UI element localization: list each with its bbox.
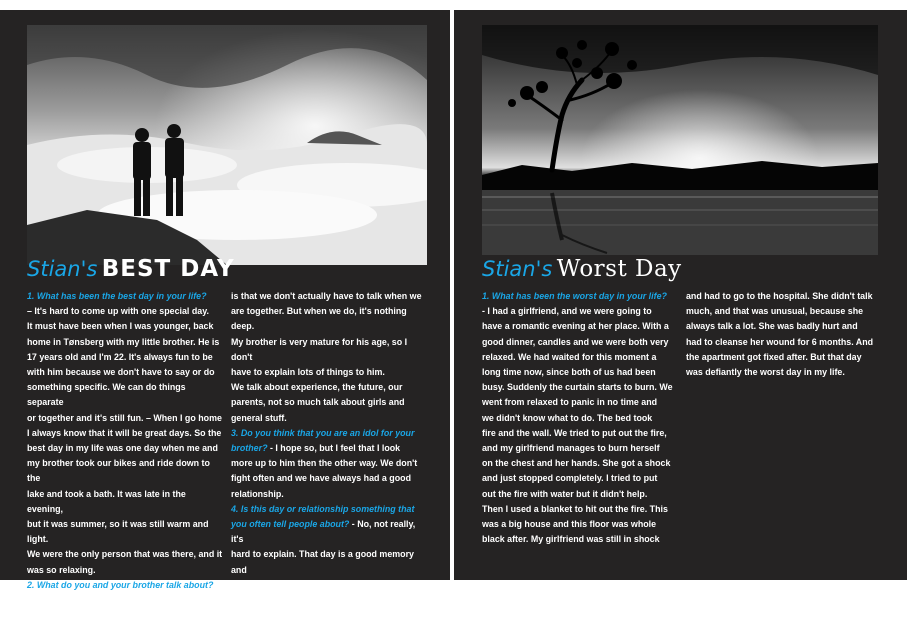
best-day-title	[27, 256, 235, 282]
worst-day-page	[454, 10, 907, 580]
answer-line: was a big house and this floor was whole	[482, 519, 657, 530]
question-3-line-2	[231, 441, 427, 456]
answer-line: good dinner, candles and we were both very	[482, 336, 669, 347]
answer-line: was defiantly the worst day in my life.	[686, 367, 845, 378]
best-day-column-1	[27, 289, 223, 623]
answer-line: parents, not so much talk about girls and	[231, 397, 405, 408]
answer-line: My brother is very mature for his age, so I don't	[231, 336, 408, 362]
answer-line: have a romantic evening at her place. With a	[482, 321, 669, 332]
answer-line: home in Tønsberg with my little brother. He is	[27, 336, 220, 347]
answer-line: general stuff.	[231, 412, 287, 423]
answer-line: - We talk about many things, but the good thing	[27, 595, 204, 621]
question-1: 1. What has been the worst day in your life?	[482, 291, 667, 301]
answer-line: – It's hard to come up with one special day.	[27, 306, 209, 317]
worst-day-column-1	[482, 289, 678, 547]
answer-line: much, and that was unusual, because she	[686, 306, 864, 317]
question-4-end: you often tell people about?	[231, 519, 350, 530]
best-day-title-name: Stian's	[27, 257, 98, 281]
question-2: 2. What do you and your brother talk about?	[27, 579, 214, 590]
answer-line: 17 years old and I'm 22. It's always fun to be	[27, 351, 213, 362]
worst-day-column-2	[686, 289, 882, 380]
answer-line: I always know that it will be great days. So the	[27, 427, 222, 438]
answer-line: and my girlfriend manages to burn herself	[482, 443, 660, 454]
answer-line: are together. But when we do, it's nothing deep.	[231, 306, 407, 332]
answer-line: had to cleanse her wound for 6 months. And	[686, 336, 874, 347]
best-day-page	[0, 10, 450, 621]
answer-line: have to explain lots of things to him.	[231, 367, 385, 378]
answer-line: the apartment got fixed after. But that day	[686, 351, 862, 362]
answer-3-start: - I hope so, but I feel that I look	[267, 443, 401, 454]
answer-line: was so relaxing.	[27, 564, 96, 575]
question-1: 1. What has been the best day in your life?	[27, 291, 207, 301]
answer-line: lake and took a bath. It was late in the evening,	[27, 488, 186, 514]
worst-day-title-name: Stian's	[482, 257, 553, 281]
worst-day-title-accent: Worst Day	[556, 256, 682, 282]
answer-line: something specific. We can do things separate	[27, 382, 186, 408]
answer-line: always talk a lot. She was badly hurt and	[686, 321, 858, 332]
two-men-on-cliff-photo	[27, 25, 427, 265]
answer-line: with him because we don't have to say or do	[27, 367, 215, 378]
answer-line: as it can be.	[231, 610, 282, 621]
answer-line: fight often and we have always had a good	[231, 473, 411, 484]
best-day-column-2	[231, 289, 427, 623]
answer-line: fire and the wall. We tried to put out the fire,	[482, 427, 667, 438]
answer-line: busy. Suddenly the curtain starts to burn. We	[482, 382, 673, 393]
answer-line: hard to explain. That day is a good memory and	[231, 549, 414, 575]
answer-line: best day in my life was one day when me and	[27, 443, 218, 454]
best-day-title-accent: BEST DAY	[101, 256, 235, 282]
answer-line: is that we don't actually have to talk when we	[231, 291, 422, 301]
tree-silhouette-photo	[482, 25, 878, 255]
question-3: 3. Do you think that you are an idol for your	[231, 427, 415, 438]
answer-line: relaxed. We had waited for this moment a	[482, 351, 657, 362]
answer-line: but it was summer, so it was still warm and light.	[27, 519, 209, 545]
answer-line: we didn't know what to do. The bed took	[482, 412, 653, 423]
answer-line: my brother took our bikes and ride down to the	[27, 458, 210, 484]
answer-line: Then I used a blanket to hit out the fire. This	[482, 503, 668, 514]
answer-line: more up to him then the other way. We don't	[231, 458, 418, 469]
question-3-end: brother?	[231, 443, 268, 454]
answer-line: - I had a girlfriend, and we were going to	[482, 306, 652, 317]
question-4: 4. Is this day or relationship something that	[231, 503, 415, 514]
answer-4-start: - No, not really, it's	[231, 519, 416, 545]
worst-day-title	[482, 256, 682, 282]
answer-line: out the fire with water but it didn't help.	[482, 488, 648, 499]
answer-line: long time now, since both of us had been	[482, 367, 656, 378]
answer-line: black after. My girlfriend was still in shock	[482, 534, 660, 545]
answer-line: It must have been when I was younger, back	[27, 321, 214, 332]
answer-line: it makes me happy to think that this is as good	[231, 579, 405, 606]
question-4-line-2	[231, 517, 427, 547]
answer-line: went from relaxed to panic in no time and	[482, 397, 658, 408]
answer-line: and had to go to the hospital. She didn't talk	[686, 291, 873, 301]
answer-line: We talk about experience, the future, our	[231, 382, 403, 393]
answer-line: on the chest and her hands. She got a shock	[482, 458, 671, 469]
answer-line: relationship.	[231, 488, 284, 499]
answer-line: and just stopped completely. I tried to put	[482, 473, 658, 484]
answer-line: We were the only person that was there, and it	[27, 549, 223, 560]
answer-line: or together and it's still fun. – When I go home	[27, 412, 222, 423]
